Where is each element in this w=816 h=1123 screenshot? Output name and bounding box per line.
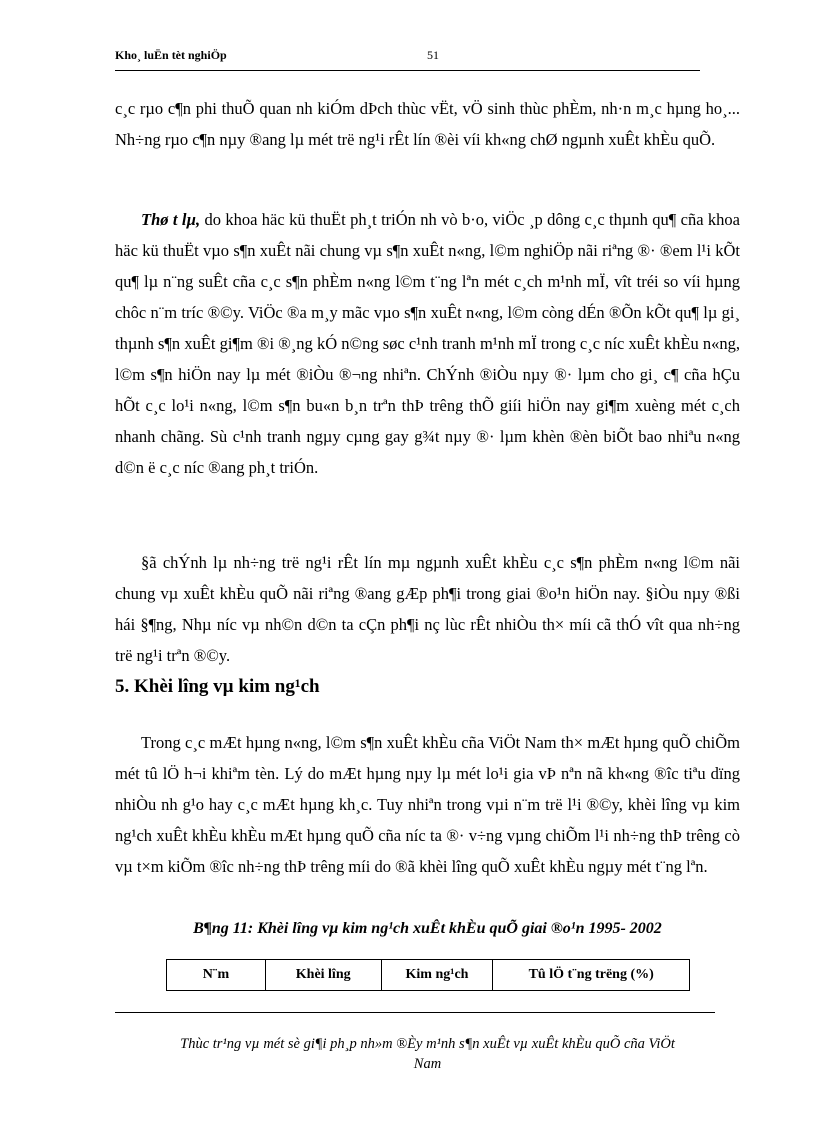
section-heading: 5. Khèi lîng vµ kim ng¹ch [115, 676, 320, 697]
data-table [166, 959, 690, 991]
paragraph-2-lead: Thø t lµ, [141, 209, 201, 229]
page-footer [115, 1034, 740, 1074]
paragraph-4: Trong c¸c mÆt hµng n«ng, l©m s¶n xuÊt khÈu cña ViÖt Nam th× mÆt hµng quÕ chiÕm mét tû lÖ h¬i khiªm tèn. Lý do mÆt hµng nµy lµ mét lo¹i gia vÞ nªn nã kh«ng ®îc tiªu dïng nhiÒu nh g¹o hay c¸c mÆt hµng kh¸c. Tuy nhiªn trong vµi n¨m trë l¹i ®©y, khèi lîng vµ kim ng¹ch xuÊt khÈu khÈu mÆt hµng quÕ cña níc ta ®· v÷ng vµng chiÕm l¹i nh÷ng thÞ trêng cò vµ t×m kiÕm ®îc nh÷ng thÞ trêng míi do ®ã khèi lîng quÕ xuÊt khÈu ngµy mét t¨ng lªn. [115, 732, 740, 876]
page-number: 51 [427, 48, 439, 62]
page-header [115, 44, 700, 71]
footer-line-2: Nam [413, 1056, 442, 1072]
table-header-row [167, 960, 690, 991]
paragraph-1: c¸c rµo c¶n phi thuÕ quan nh kiÓm dÞch thùc vËt, vÖ sinh thùc phÈm, nh·n m¸c hµng ho¸... Nh÷ng rµo c¶n nµy ®ang lµ mét trë ng¹i rÊt lín ®èi víi kh«ng chØ ngµnh xuÊt khÈu quÕ. [115, 98, 740, 149]
footer-divider [115, 1012, 715, 1013]
table-header-cell: Tû lÖ t¨ng trëng (%) [493, 960, 690, 991]
paragraph-2-body: do khoa häc kü thuËt ph¸t triÓn nh vò b·o, viÖc ¸p dông c¸c thµnh qu¶ cña khoa häc kü thuËt vµo s¶n xuÊt nãi chung vµ s¶n xuÊt n«ng, l©m nghiÖp nãi riªng ®· ®em l¹i kÕt qu¶ lµ n¨ng suÊt cña c¸c s¶n phÈm n«ng l©m t¨ng lªn mét c¸ch m¹nh mÏ, vît tréi so víi hµng chôc n¨m tríc ®©y. ViÖc ®a m¸y mãc vµo s¶n xuÊt n«ng, l©m còng dÉn ®Õn kÕt qu¶ lµ gi¸ thµnh s¶n xuÊt gi¶m ®i ®¸ng kÓ n©ng søc c¹nh tranh m¹nh mÏ trong c¸c níc xuÊt khÈu n«ng, l©m s¶n hiÖn nay lµ mét ®iÒu ®¬ng nhiªn. ChÝnh ®iÒu nµy ®· lµm cho gi¸ c¶ cña hÇu hÕt c¸c lo¹i n«ng, l©m s¶n bu«n b¸n trªn thÞ trêng thÕ giíi hiÖn nay gi¶m xuèng mét c¸ch nhanh chãng. Sù c¹nh tranh ngµy cµng gay g¾t nµy ®· lµm khèn ®èn biÕt bao nhiªu n«ng d©n ë c¸c níc ®ang ph¸t triÓn. [115, 209, 740, 477]
table-caption: B¶ng 11: Khèi lîng vµ kim ng¹ch xuÊt khÈu quÕ giai ®o¹n 1995- 2002 [193, 920, 662, 937]
header-title: Kho¸ luËn tèt nghiÖp [115, 48, 227, 62]
table-header-cell: Kim ng¹ch [381, 960, 493, 991]
table-header-cell: N¨m [167, 960, 266, 991]
table-header-cell: Khèi lîng [265, 960, 381, 991]
footer-line-1: Thùc tr¹ng vµ mét sè gi¶i ph¸p nh»m ®Èy m¹nh s¶n xuÊt vµ xuÊt khÈu quÕ cña ViÖt [180, 1036, 675, 1052]
paragraph-2 [115, 204, 740, 483]
paragraph-3: §ã chÝnh lµ nh÷ng trë ng¹i rÊt lín mµ ngµnh xuÊt khÈu c¸c s¶n phÈm n«ng l©m nãi chung vµ xuÊt khÈu quÕ nãi riªng ®ang gÆp ph¶i trong giai ®o¹n hiÖn nay. §iÒu nµy ®ßi hái §¶ng, Nhµ níc vµ nh©n d©n ta cÇn ph¶i nç lùc rÊt nhiÒu th× míi cã thÓ vît qua nh÷ng trë ng¹i trªn ®©y. [115, 552, 740, 665]
